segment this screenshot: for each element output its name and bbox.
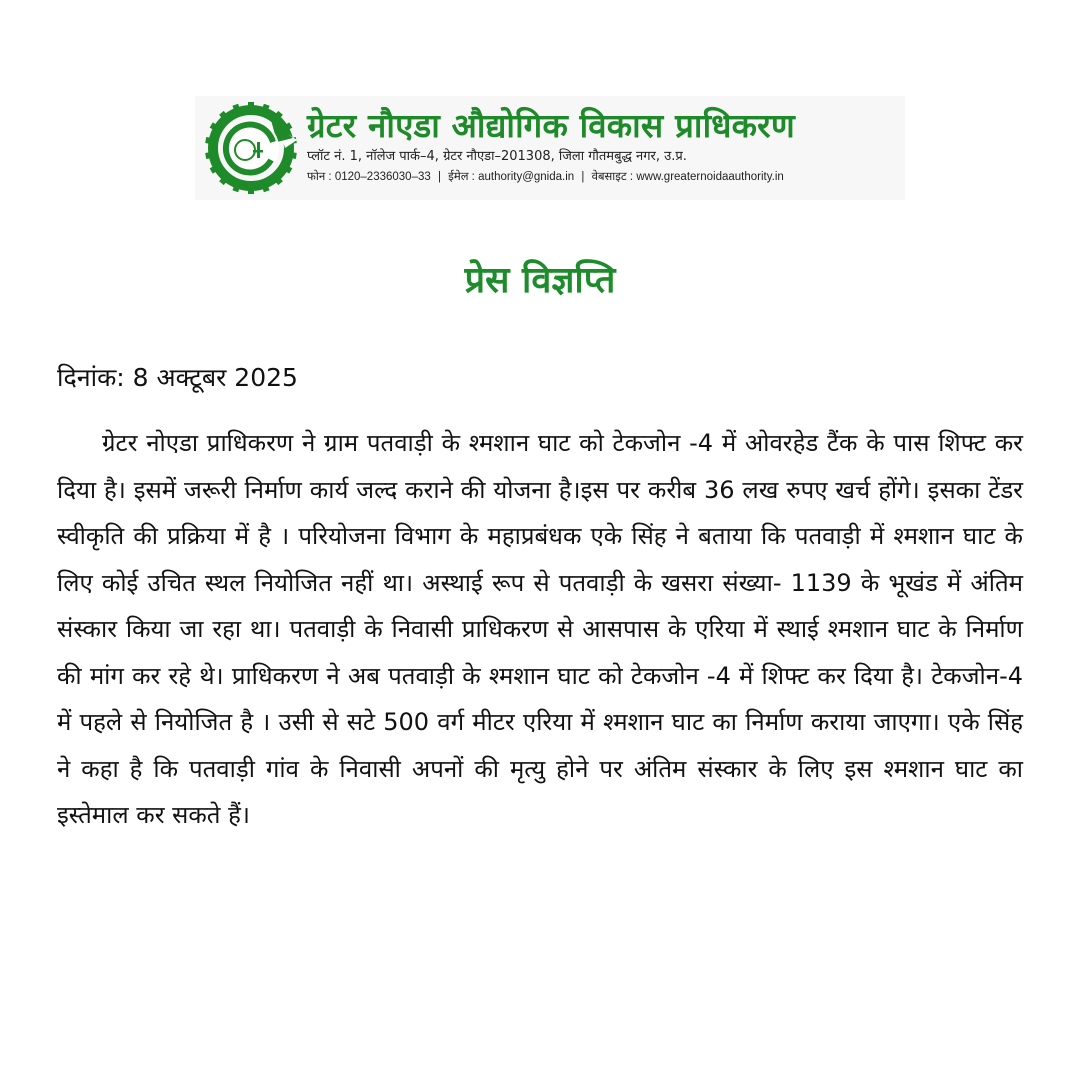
gnida-logo-icon [201,98,301,198]
press-release-title: प्रेस विज्ञप्ति [464,260,616,301]
separator: | [437,171,441,183]
release-date: दिनांक: 8 अक्टूबर 2025 [57,363,298,392]
letterhead [195,96,905,200]
separator: | [581,171,585,183]
email-label: ईमेल : [448,171,475,183]
email-address: authority@gnida.in [478,171,575,183]
phone-label: फोन : [307,171,332,183]
website-url: www.greaternoidaauthority.in [636,171,784,183]
website-label: वेबसाइट : [591,171,634,183]
authority-title: ग्रेटर नौएडा औद्योगिक विकास प्राधिकरण [307,106,795,145]
authority-address: प्लॉट नं. 1, नॉलेज पार्क–4, ग्रेटर नौएडा–201308, जिला गौतमबुद्ध नगर, उ.प्र. [307,149,687,164]
phone-number: 0120–2336030–33 [334,171,431,183]
press-release-body: ग्रेटर नोएडा प्राधिकरण ने ग्राम पतवाड़ी के श्मशान घाट को टेकजोन -4 में ओवरहेड टैंक के पास शिफ्ट कर दिया है। इसमें जरूरी निर्माण कार्य जल्द कराने की योजना है।इस पर करीब 36 लख रुपए खर्च होंगे। इसका टेंडर स्वीकृति की प्रक्रिया में है । परियोजना विभाग के महाप्रबंधक एके सिंह ने बताया कि पतवाड़ी में श्मशान घाट के लिए कोई उचित स्थल नियोजित नहीं था। अस्थाई रूप से पतवाड़ी के खसरा संख्या- 1139 के भूखंड में अंतिम संस्कार किया जा रहा था। पतवाड़ी के निवासी प्राधिकरण से आसपास के एरिया में स्थाई श्मशान घाट के निर्माण की मांग कर रहे थे। प्राधिकरण ने अब पतवाड़ी के श्मशान घाट को टेकजोन -4 में शिफ्ट कर दिया है। टेकजोन-4 में पहले से नियोजित है । उसी से सटे 500 वर्ग मीटर एरिया में श्मशान घाट का निर्माण कराया जाएगा। एके सिंह ने कहा है कि पतवाड़ी गांव के निवासी अपनों की मृत्यु होने पर अंतिम संस्कार के लिए इस श्मशान घाट का इस्तेमाल कर सकते हैं। [57,429,1024,829]
authority-contact [307,170,784,184]
